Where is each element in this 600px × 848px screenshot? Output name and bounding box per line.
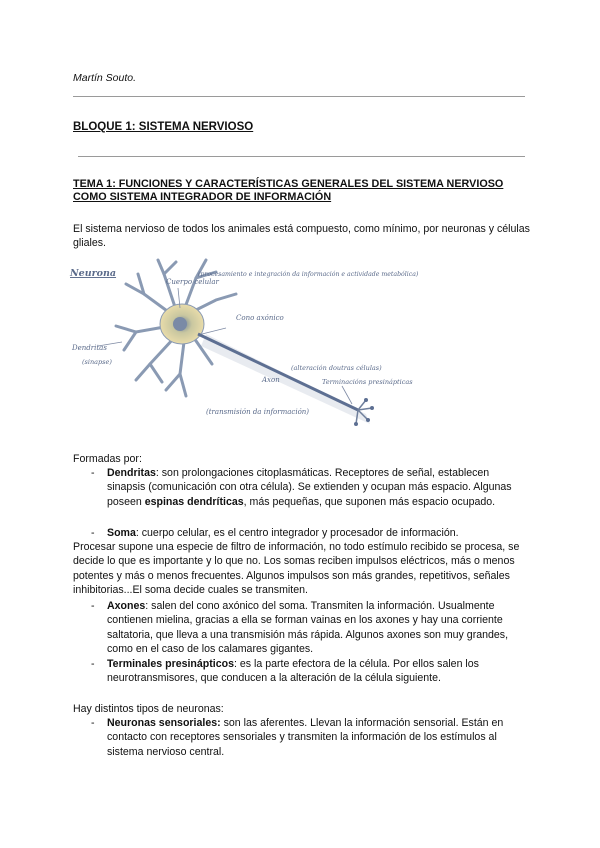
bullet-dash: - xyxy=(91,527,95,539)
neuron-diagram xyxy=(66,254,419,450)
list-item-terminales xyxy=(91,657,521,686)
soma-text: : cuerpo celular, es el centro integrador y procesador de información. xyxy=(135,527,459,539)
axones-text: : salen del cono axónico del soma. Transmiten la información. Usualmente contienen mielina, gracias a ella se forman vainas en los axones y hay una corriente saltatoria, que lleva a una transmisión más rápida. Algunos axones son muy grandes, como en el caso de los calamares gigantes. xyxy=(107,600,509,655)
label-transmision: (transmisión da información) xyxy=(206,408,310,416)
divider xyxy=(73,96,525,97)
terminales-text: : es la parte efectora de la célula. Por ellos salen los neurotransmisores, que conducen a la alteración de la célula siguiente. xyxy=(107,658,479,685)
term-terminales: Terminales presinápticos xyxy=(107,658,234,670)
list-item-dendritas xyxy=(91,466,521,509)
bullet-dash: - xyxy=(91,658,95,670)
sensoriales-text: son las aferentes. Llevan la información sensorial. Están en contacto con receptores sensoriales y transmiten la información de los estímulos al sistema nervioso central. xyxy=(107,717,504,758)
nucleus xyxy=(173,317,187,331)
intro-paragraph: El sistema nervioso de todos los animales está compuesto, como mínimo, por neuronas y células gliales. xyxy=(73,223,530,250)
term-axones: Axones xyxy=(107,600,146,612)
label-dendritas: Dendritas xyxy=(72,344,107,352)
term-espinas: espinas dendríticas xyxy=(144,495,244,508)
bullet-dash: - xyxy=(91,600,95,612)
list-item-sensoriales xyxy=(91,716,521,759)
bloque-title: BLOQUE 1: SISTEMA NERVIOSO xyxy=(73,121,254,133)
dendritas-text-2: , más pequeñas, que suponen más espacio ocupado. xyxy=(243,495,496,508)
diagram-title: Neurona xyxy=(70,268,117,279)
list-item-soma xyxy=(91,526,521,540)
term-soma: Soma xyxy=(107,527,136,539)
procesar-paragraph: Procesar supone una especie de filtro de información, no todo estímulo recibido se procesa, se decide lo que es importante y lo que no. Los somas reciben impulsos eléctricos, más o menos potentes y más o menos frecuentes. Algunos impulsos son más grandes, repetitivos, señales inhibitorias...El soma decide cuales se transmiten. xyxy=(73,541,520,596)
label-cono: Cono axónico xyxy=(236,314,284,322)
list-item-axones xyxy=(91,599,521,656)
axon-line xyxy=(198,334,358,410)
term-dendritas: Dendritas xyxy=(107,467,156,479)
formadas-label: Formadas por: xyxy=(73,453,142,465)
tema-title: TEMA 1: FUNCIONES Y CARACTERÍSTICAS GENERALES DEL SISTEMA NERVIOSO COMO SISTEMA INTEGRADOR DE INFORMACIÓN xyxy=(73,178,504,203)
bullet-dash: - xyxy=(91,717,95,729)
bullet-dash: - xyxy=(91,467,95,479)
label-alteracion: (alteración doutras células) xyxy=(291,364,382,372)
label-axon: Axon xyxy=(262,376,280,384)
label-terminacions: Terminacións presinápticas xyxy=(322,378,413,386)
tipos-label: Hay distintos tipos de neuronas: xyxy=(73,703,224,715)
label-procesamiento: (procesamiento e integración da información e actividade metabólica) xyxy=(198,271,419,278)
divider xyxy=(78,156,525,157)
term-sensoriales: Neuronas sensoriales: xyxy=(107,717,221,729)
label-sinapse: (sinapse) xyxy=(82,358,112,366)
author-name: Martín Souto. xyxy=(73,72,137,84)
dendritas-text: : son prolongaciones citoplasmáticas. Receptores de señal, establecen sinapsis (comunicación con otra célula). Se extienden y ocupan más espacio. Algunas poseen xyxy=(107,467,512,508)
label-cuerpo: Cuerpo celular xyxy=(166,278,219,286)
